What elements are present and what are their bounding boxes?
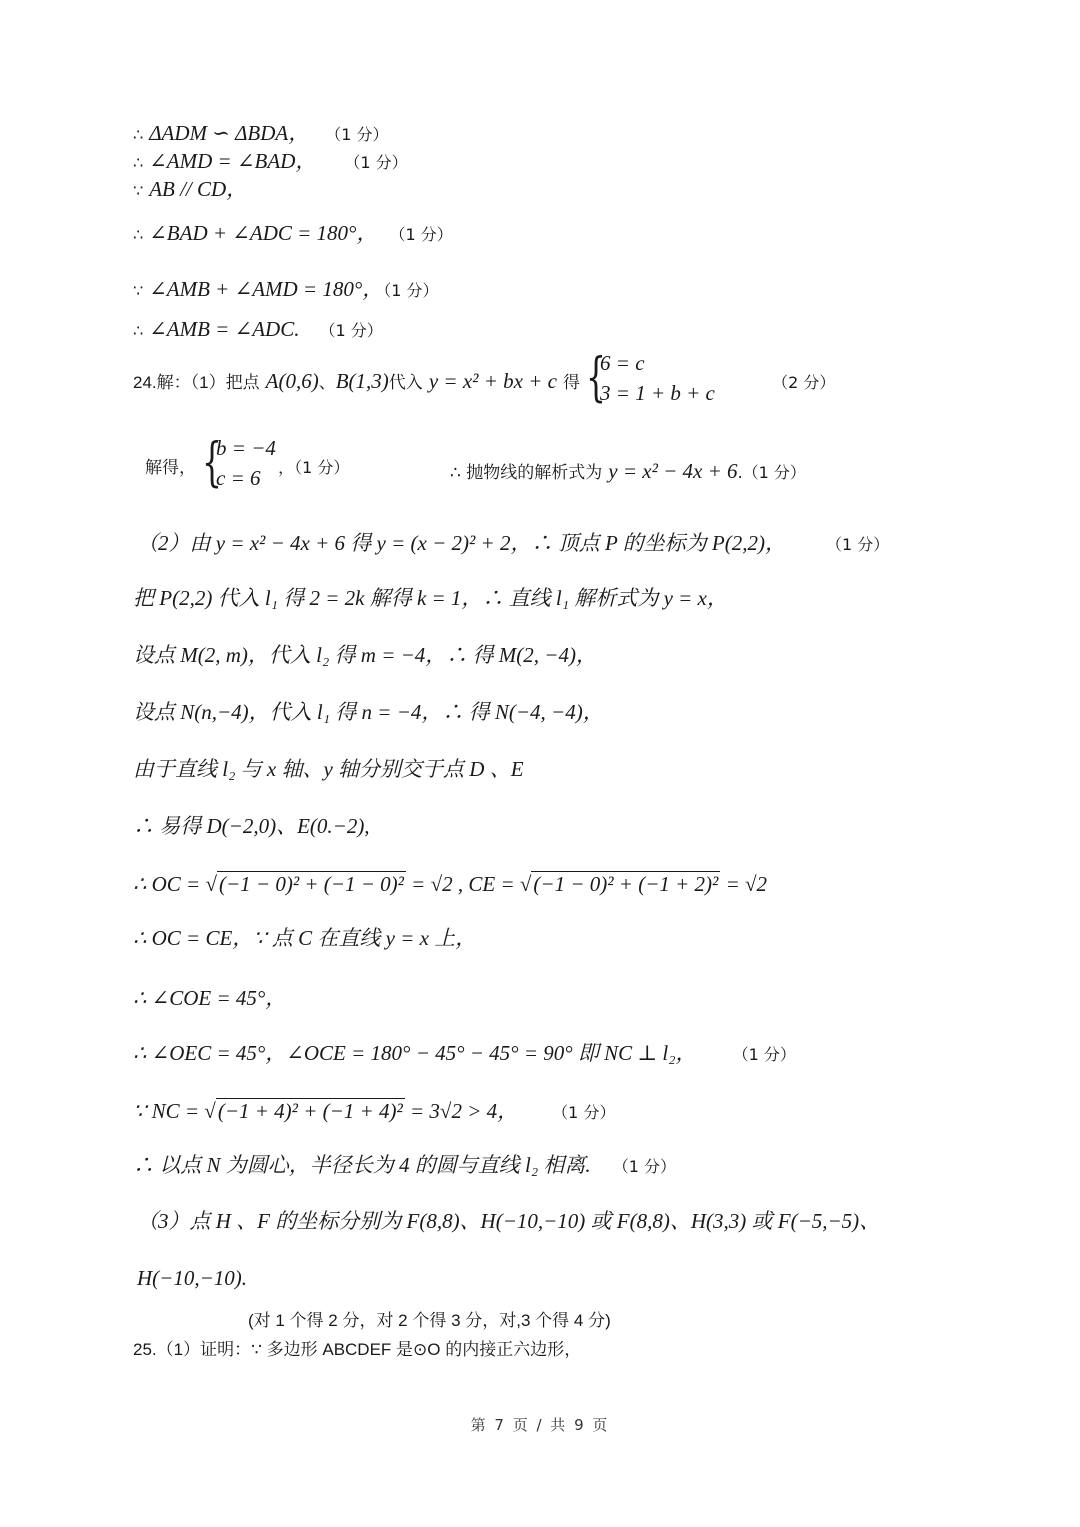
math-text: 设点 N(n,−4)，代入 l₁ 得 n = −4，∴ 得 N(−4, −4)， [133,700,604,724]
q24-solution-line [145,433,350,493]
equation-system-2 [202,433,276,493]
math-text: ∴ OC = [133,872,206,896]
system-row: c = 6 [216,466,261,490]
because-symbol: ∵ [133,181,144,200]
proof-line-5 [133,276,439,304]
math-expression: ∠AMD = ∠BAD， [149,149,317,173]
because-symbol: ∵ [133,281,144,300]
parabola-equation: y = x² − 4x + 6 [608,459,738,483]
q24-part1-line [133,348,836,408]
de-text: 得 [562,373,580,393]
therefore-symbol: ∴ [133,153,144,172]
points-label: （1 分） [612,1157,676,1176]
part2-line-4 [133,699,604,726]
q25-text: 25.（1）证明：∵ 多边形 ABCDEF 是⊙O 的内接正六边形， [133,1340,582,1359]
q24-label: 24.解：（1）把点 [133,373,260,392]
proof-line-4 [133,220,453,248]
part2-line-11 [133,1098,615,1126]
math-text: （2）由 y = x² − 4x + 6 得 y = (x − 2)² + 2，∴ 顶点 P 的坐标为 P(2,2)， [137,531,786,555]
therefore-symbol: ∴ [133,125,144,144]
sqrt-content: (−1 − 0)² + (−1 + 2)² [533,872,719,896]
part2-line-6 [133,813,370,840]
part2-line-10 [133,1040,796,1068]
part2-line-3 [133,642,597,669]
proof-line-1 [133,120,389,148]
sqrt-icon: √ [204,1099,216,1123]
part2-line-2 [133,585,728,612]
part3-line-1 [137,1208,880,1235]
part2-line-12 [133,1152,676,1180]
math-text: （3）点 H 、F 的坐标分别为 F(8,8)、H(−10,−10) 或 F(8,8)、H(3,3) 或 F(−5,−5)、 [137,1209,881,1233]
sqrt-icon: √ [519,872,532,896]
math-text: 把 P(2,2) 代入 l₁ 得 2 = 2k 解得 k = 1，∴ 直线 l₁ 解析式为 y = x， [133,586,728,610]
sqrt-content: (−1 − 0)² + (−1 − 0)² [219,872,404,896]
math-text: = 3√2 > 4， [404,1099,519,1123]
parabola-result [450,458,806,486]
math-expression: AB // CD， [149,177,248,201]
scoring-text: (对 1 个得 2 分，对 2 个得 3 分，对,3 个得 4 分) [248,1311,611,1330]
separator: 、 [318,373,336,393]
part2-line-5 [133,756,524,783]
proof-line-2 [133,148,408,176]
points-label: （1 分） [826,535,890,554]
part2-line-9 [133,985,286,1012]
math-text: 设点 M(2, m)，代入 l₂ 得 m = −4，∴ 得 M(2, −4)， [133,643,597,667]
points-label: （1 分） [352,153,408,172]
part3-line-2 [137,1265,247,1292]
math-text: H(−10,−10). [137,1266,247,1290]
parabola-text: ∴ 抛物线的解析式为 [450,463,603,483]
points-label: ，（1 分） [278,458,350,477]
points-label: （1 分） [397,225,453,244]
proof-line-3 [133,176,247,204]
therefore-symbol: ∴ [133,225,144,244]
page-footer: 第 7 页 / 共 9 页 [470,1416,610,1434]
points-label: （1 分） [319,321,383,340]
brace-icon: { [586,348,606,408]
equation-system-1 [586,348,736,408]
sqrt-icon: √ [205,872,217,896]
part3-scoring-note [248,1307,611,1334]
points-label: （2 分） [772,373,836,392]
sqrt-content: (−1 + 4)² + (−1 + 4)² [217,1099,403,1123]
q25-line-1 [133,1336,581,1363]
solve-label: 解得， [145,458,196,478]
system-row: b = −4 [216,436,276,460]
math-text: ∴ OC = CE，∵ 点 C 在直线 y = x 上， [133,926,477,950]
math-text: ∵ NC = [133,1099,205,1123]
quadratic-equation: y = x² + bx + c [428,369,557,393]
part2-line-8 [133,925,476,952]
math-text: ∴ ∠OEC = 45°，∠OCE = 180° − 45° − 45° = 90° 即 NC ⊥ l₂， [133,1041,697,1065]
points-label: .（1 分） [737,463,806,482]
math-text: = √2 [720,872,768,896]
points-label: （1 分） [383,281,439,300]
points-label: （1 分） [333,125,389,144]
points-label: （1 分） [732,1045,796,1064]
part2-line-1 [137,530,889,558]
math-text: = √2 , CE = [405,872,520,896]
math-expression: ∠BAD + ∠ADC = 180°， [149,221,378,245]
math-text: ∴ 易得 D(−2,0)、E(0.−2), [133,814,370,838]
math-expression: ΔADM ∽ ΔBDA， [149,121,310,145]
brace-icon: { [202,433,222,493]
proof-line-6 [133,316,383,344]
math-expression: ∠AMB = ∠ADC. [149,317,300,341]
part2-line-7 [133,871,767,898]
math-text: ∴ 以点 N 为圆心，半径长为 4 的圆与直线 l₂ 相离. [133,1153,591,1177]
math-expression: ∠AMB + ∠AMD = 180°， [149,277,384,301]
points-label: （1 分） [552,1103,616,1122]
substitute-text: 代入 [388,373,423,393]
point-a: A(0,6) [265,369,319,393]
therefore-symbol: ∴ [133,321,144,340]
point-b: B(1,3) [335,369,389,393]
math-text: 由于直线 l₂ 与 x 轴、y 轴分别交于点 D 、E [133,757,524,781]
system-row: 6 = c [600,351,645,375]
system-row: 3 = 1 + b + c [600,381,715,405]
math-text: ∴ ∠COE = 45°， [133,986,287,1010]
